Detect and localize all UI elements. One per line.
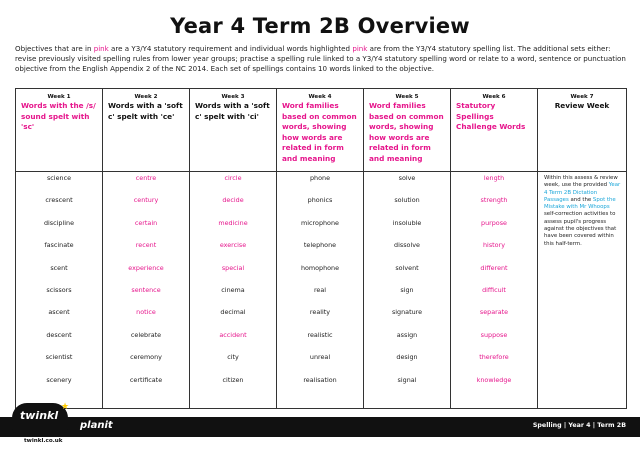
star-icon: ★: [61, 402, 70, 412]
spelling-word: solve: [398, 174, 416, 182]
week-7-label: Week 7: [570, 94, 594, 100]
spelling-word: cinema: [221, 285, 245, 294]
spelling-word: telephone: [303, 241, 337, 250]
words-row: [16, 172, 627, 409]
week-2-words: [103, 172, 190, 409]
overview-table: [15, 88, 627, 409]
spelling-word: reality: [309, 308, 331, 317]
spelling-word: solution: [394, 196, 420, 205]
spelling-word: notice: [136, 308, 156, 317]
spelling-word: ascent: [48, 308, 70, 317]
intro-pink-2: pink: [352, 44, 368, 53]
intro-text-1: Objectives that are in: [15, 44, 94, 53]
spelling-word: accident: [219, 330, 247, 339]
spelling-word: difficult: [482, 285, 506, 294]
spelling-word: citizen: [222, 375, 244, 384]
spelling-word: descent: [46, 330, 72, 339]
spelling-word: phone: [310, 174, 330, 182]
spelling-word: separate: [479, 308, 509, 317]
spelling-word: scent: [50, 263, 68, 272]
review-text-1: Within this assess & review week, use the provided: [544, 175, 618, 189]
spelling-word: solvent: [395, 263, 419, 272]
spelling-word: fascinate: [44, 241, 74, 250]
week-6-header: [451, 89, 538, 172]
twinkl-logo-text: twinkl: [20, 409, 59, 422]
week-3-header: [190, 89, 277, 172]
spelling-word: exercise: [219, 241, 247, 250]
week-6-words: [451, 172, 538, 409]
intro-pink-1: pink: [93, 44, 109, 53]
spelling-word: discipline: [43, 218, 75, 227]
spelling-word: decide: [222, 196, 244, 205]
week-6-label: Week 6: [482, 94, 506, 100]
spelling-word: certificate: [129, 375, 163, 384]
planit-logo-text: planit: [80, 420, 113, 431]
week-4-header: [277, 89, 364, 172]
week-5-header: [364, 89, 451, 172]
spelling-word: certain: [134, 218, 158, 227]
spelling-word: microphone: [301, 218, 339, 227]
week-5-words: [364, 172, 451, 409]
week-2-header: [103, 89, 190, 172]
week-5-objective: Word families based on common words, showing how words are related in form and meaning: [369, 101, 444, 163]
spelling-word: recent: [135, 241, 157, 250]
spelling-word: sign: [400, 285, 414, 294]
spelling-word: real: [313, 285, 327, 294]
spelling-word: crescent: [45, 196, 73, 205]
spelling-word: ceremony: [130, 353, 162, 362]
spelling-word: centre: [135, 174, 157, 182]
spelling-word: dissolve: [394, 241, 420, 250]
week-2-objective: Words with a 'soft c' spelt with 'ce': [108, 101, 183, 121]
spot-the-mistake-link[interactable]: Spot the Mistake with Mr Whoops: [544, 196, 616, 211]
spelling-word: assign: [396, 330, 418, 339]
review-instructions: [538, 172, 626, 248]
page-title: Year 4 Term 2B Overview: [170, 14, 470, 38]
spelling-word: special: [221, 263, 245, 272]
week-3-objective: Words with a 'soft c' spelt with 'ci': [195, 101, 270, 121]
header-row: [16, 89, 627, 172]
spelling-word: signature: [391, 308, 423, 317]
intro-text-2: are a Y3/Y4 statutory requirement and individual words highlighted: [108, 44, 353, 53]
spelling-word: phonics: [307, 196, 333, 205]
spelling-word: unreal: [309, 353, 331, 362]
spelling-word: medicine: [218, 218, 248, 227]
spelling-word: strength: [480, 196, 508, 205]
spelling-word: history: [483, 241, 505, 250]
spelling-word: scientist: [45, 353, 73, 362]
week-3-label: Week 3: [221, 94, 245, 100]
spelling-word: realisation: [303, 375, 337, 384]
week-5-label: Week 5: [395, 94, 419, 100]
week-7-review: [538, 172, 627, 409]
website-url: twinkl.co.uk: [24, 438, 63, 444]
footer-label: Spelling | Year 4 | Term 2B: [532, 422, 626, 429]
week-1-header: [16, 89, 103, 172]
week-1-objective: Words with the /s/ sound spelt with 'sc': [21, 101, 96, 132]
spelling-word: knowledge: [476, 375, 512, 384]
spelling-word: scissors: [46, 285, 72, 294]
spelling-word: science: [46, 174, 72, 182]
spelling-word: experience: [128, 263, 164, 272]
review-text-3: self-correction activities to assess pupil's progress against the objectives that have been covered within this half-term.: [544, 211, 617, 247]
week-3-words: [190, 172, 277, 409]
week-1-label: Week 1: [47, 94, 71, 100]
week-7-objective: Review Week: [554, 101, 610, 110]
spelling-word: signal: [397, 375, 417, 384]
week-4-objective: Word families based on common words, showing how words are related in form and meaning: [282, 101, 357, 163]
review-text-2: and the: [568, 196, 593, 203]
spelling-word: design: [396, 353, 418, 362]
spelling-word: decimal: [220, 308, 246, 317]
week-4-label: Week 4: [308, 94, 332, 100]
week-7-header: [538, 89, 627, 172]
week-4-words: [277, 172, 364, 409]
spelling-word: celebrate: [130, 330, 162, 339]
week-2-label: Week 2: [134, 94, 158, 100]
spelling-word: century: [133, 196, 159, 205]
spelling-word: circle: [224, 174, 242, 182]
dictation-passages-link[interactable]: Year 4 Term 2B Dictation Passages: [544, 182, 621, 203]
spelling-word: therefore: [479, 353, 509, 362]
spelling-word: realistic: [307, 330, 333, 339]
spelling-word: insoluble: [392, 218, 422, 227]
spelling-word: scenery: [46, 375, 72, 384]
spelling-word: sentence: [131, 285, 161, 294]
spelling-word: suppose: [480, 330, 508, 339]
week-6-objective: Statutory Spellings Challenge Words: [456, 101, 526, 132]
week-1-words: [16, 172, 103, 409]
spelling-word: purpose: [481, 218, 507, 227]
spelling-word: homophone: [300, 263, 340, 272]
intro-text-3: are from the Y3/Y4 statutory spelling list. The additional sets either: revise previously visited spelling rules from lower year groups; practise a spelling rule linked to a Y3/Y4 statutory spelling word or relate to a word, sentence or punctuation objective from the English Appendix 2 of the NC 2014. Each set of spellings contains 10 words linked to the objective.: [15, 44, 626, 74]
spelling-word: different: [480, 263, 508, 272]
spelling-word: city: [227, 353, 239, 362]
spelling-word: length: [483, 174, 505, 182]
intro-paragraph: [15, 44, 627, 75]
